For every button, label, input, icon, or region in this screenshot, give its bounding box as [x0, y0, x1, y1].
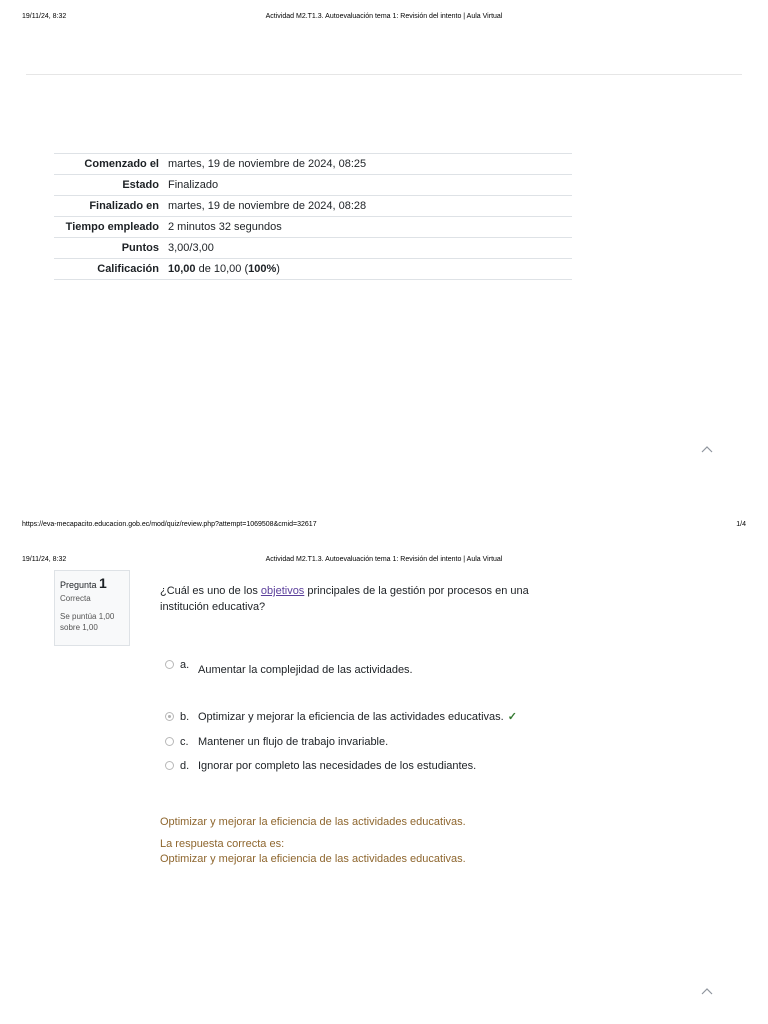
- print-header: [0, 13, 768, 25]
- summary-row: [54, 259, 572, 280]
- right-answer-label: La respuesta correcta es:: [160, 838, 285, 850]
- right-answer: Optimizar y mejorar la eficiencia de las actividades educativas.: [160, 853, 466, 865]
- print-url: https://eva-mecapacito.educacion.gob.ec/mod/quiz/review.php?attempt=1069508&cmid=32617: [22, 521, 317, 528]
- summary-label: Finalizado en: [89, 200, 159, 212]
- print-title: Actividad M2.T1.3. Autoevaluación tema 1: Revisión del intento | Aula Virtual: [265, 13, 503, 20]
- summary-label: Comenzado el: [84, 158, 159, 170]
- divider: [26, 74, 742, 75]
- attempt-summary-table: [54, 153, 572, 280]
- scroll-up-icon[interactable]: [700, 442, 714, 456]
- summary-label: Tiempo empleado: [65, 221, 159, 233]
- question-text-before: ¿Cuál es uno de los: [160, 585, 261, 597]
- question-number: [60, 575, 124, 591]
- print-date: 19/11/24, 8:32: [22, 13, 67, 20]
- answer-option[interactable]: [165, 759, 476, 773]
- summary-row: [54, 238, 572, 259]
- summary-label: Estado: [122, 179, 159, 191]
- grade-score: 10,00: [168, 263, 196, 275]
- question-text-after: principales de la gestión por procesos en una institución educativa?: [160, 585, 529, 613]
- question-state: Correcta: [60, 594, 91, 603]
- glossary-link[interactable]: objetivos: [260, 585, 305, 597]
- grade-percent: 100%: [248, 263, 277, 275]
- question-text: [160, 583, 580, 615]
- answer-option[interactable]: [165, 658, 413, 677]
- answer-letter: a.: [180, 659, 190, 671]
- summary-row: [54, 217, 572, 238]
- print-date: 19/11/24, 8:32: [22, 556, 67, 563]
- summary-label: Calificación: [97, 263, 159, 275]
- summary-row: [54, 154, 572, 175]
- answer-text: Optimizar y mejorar la eficiencia de las actividades educativas.: [198, 711, 504, 723]
- answer-option[interactable]: [165, 735, 388, 749]
- summary-value: martes, 19 de noviembre de 2024, 08:28: [168, 200, 367, 212]
- scroll-up-icon[interactable]: [700, 984, 714, 998]
- answer-letter: c.: [180, 736, 189, 748]
- general-feedback: Optimizar y mejorar la eficiencia de las actividades educativas.: [160, 816, 466, 828]
- question-info: [54, 570, 130, 646]
- summary-row: [54, 196, 572, 217]
- question-label: Pregunta: [60, 580, 97, 590]
- print-title: Actividad M2.T1.3. Autoevaluación tema 1: Revisión del intento | Aula Virtual: [265, 556, 503, 563]
- answer-text: Ignorar por completo las necesidades de los estudiantes.: [198, 760, 477, 772]
- summary-label: Puntos: [121, 242, 159, 254]
- summary-value: Finalizado: [168, 179, 219, 191]
- radio-button[interactable]: [165, 712, 174, 721]
- question-number-value: 1: [99, 575, 107, 591]
- question-grade: Se puntúa 1,00 sobre 1,00: [60, 612, 115, 632]
- radio-button[interactable]: [165, 761, 174, 770]
- radio-button[interactable]: [165, 737, 174, 746]
- grade-mid: de 10,00 (: [195, 263, 249, 275]
- answer-text: Mantener un flujo de trabajo invariable.: [198, 736, 389, 748]
- check-icon: ✓: [507, 711, 517, 723]
- summary-value: martes, 19 de noviembre de 2024, 08:25: [168, 158, 367, 170]
- answer-letter: d.: [180, 760, 190, 772]
- radio-button[interactable]: [165, 660, 174, 669]
- grade-end: ): [276, 263, 280, 275]
- summary-value: 2 minutos 32 segundos: [168, 221, 282, 233]
- summary-row: [54, 175, 572, 196]
- print-header: [0, 556, 768, 568]
- summary-value: [164, 259, 572, 280]
- answer-letter: b.: [180, 711, 190, 723]
- answer-text: Aumentar la complejidad de las actividades.: [198, 664, 413, 676]
- summary-value: 3,00/3,00: [168, 242, 214, 254]
- answer-option[interactable]: [165, 710, 517, 724]
- print-page-number: 1/4: [736, 521, 746, 528]
